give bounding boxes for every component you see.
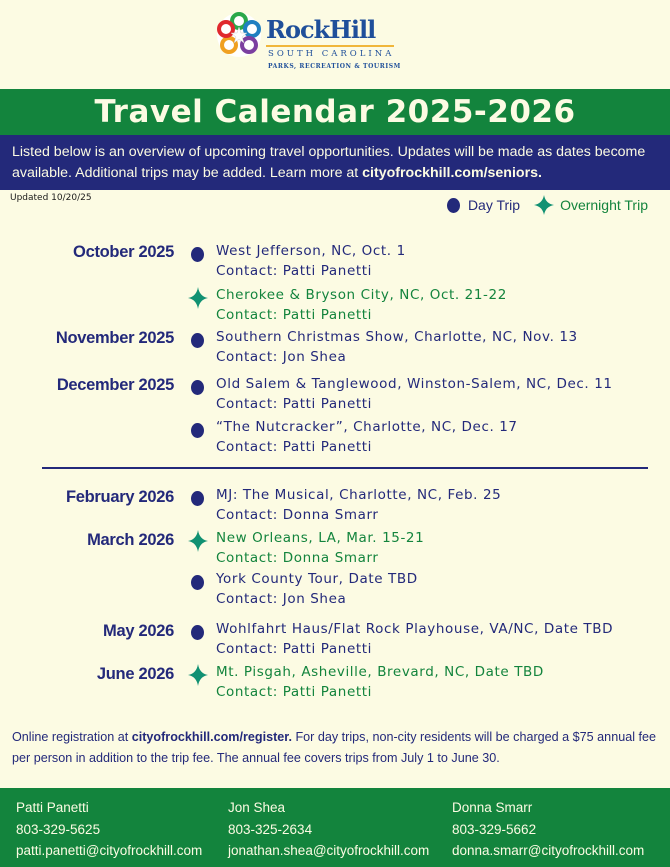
contact-jon: [228, 797, 429, 862]
contact-email[interactable]: patti.panetti@cityofrockhill.com: [16, 843, 203, 858]
intro-period: .: [538, 165, 542, 181]
logo-underline: [266, 45, 394, 47]
contact-name: Jon Shea: [228, 800, 286, 815]
trip-title: Wohlfahrt Haus/Flat Rock Playhouse, VA/NC, Date TBD: [216, 621, 614, 637]
trip-contact: Contact: Jon Shea: [216, 348, 347, 365]
legend-overnight-trip: Overnight Trip: [560, 197, 648, 213]
intro-banner: [0, 135, 670, 190]
legend-day-trip: Day Trip: [467, 197, 521, 213]
intro-text: Listed below is an overview of upcoming travel opportunities. Updates will be made as dates become available. Additional trips may be added. Learn more at: [12, 144, 646, 181]
title-banner: [0, 89, 670, 135]
trip-contact: Contact: Donna Smarr: [216, 506, 379, 523]
day-trip-dot-icon: [447, 198, 460, 213]
overnight-star-icon: [188, 664, 208, 686]
trip-contact: Contact: Patti Panetti: [216, 306, 373, 323]
note-prefix: Online registration at: [12, 730, 132, 744]
trip-item: [216, 663, 544, 702]
trip-item: [216, 286, 507, 325]
trip-title: Old Salem & Tanglewood, Winston-Salem, NC, Dec. 11: [216, 376, 613, 392]
trip-contact: Contact: Jon Shea: [216, 590, 347, 607]
trip-title: MJ: The Musical, Charlotte, NC, Feb. 25: [216, 487, 502, 503]
trip-item: [216, 570, 418, 609]
day-trip-dot-icon: [191, 247, 204, 262]
trip-item: [216, 242, 406, 281]
month-label: May 2026: [103, 622, 174, 640]
register-link[interactable]: cityofrockhill.com/register.: [131, 730, 292, 744]
trip-title: New Orleans, LA, Mar. 15-21: [216, 530, 425, 546]
note-text: For day trips, non-city residents will be charged a $75 annual fee per person in addition to the trip fee. The annual fee covers trips from July 1 to June 30.: [12, 730, 657, 765]
trip-title: York County Tour, Date TBD: [216, 571, 418, 587]
day-trip-dot-icon: [191, 423, 204, 438]
trip-title: Cherokee & Bryson City, NC, Oct. 21-22: [216, 287, 507, 303]
day-trip-dot-icon: [191, 575, 204, 590]
month-label: October 2025: [73, 243, 174, 261]
month-label: June 2026: [96, 665, 174, 683]
contact-phone[interactable]: 803-329-5662: [452, 821, 537, 837]
contact-donna: [452, 797, 644, 862]
trip-title: “The Nutcracker”, Charlotte, NC, Dec. 17: [216, 419, 518, 435]
logo-department: PARKS, RECREATION & TOURISM: [268, 63, 401, 70]
trip-item: [216, 375, 613, 414]
day-trip-dot-icon: [191, 625, 204, 640]
section-divider: [42, 467, 648, 469]
contact-email[interactable]: donna.smarr@cityofrockhill.com: [452, 843, 645, 858]
trip-contact: Contact: Donna Smarr: [216, 549, 379, 566]
contact-email[interactable]: jonathan.shea@cityofrockhill.com: [228, 843, 430, 858]
trip-item: [216, 486, 501, 525]
month-label: November 2025: [55, 329, 174, 347]
trip-item: [216, 418, 518, 457]
contact-patti: [16, 797, 202, 862]
contact-phone[interactable]: 803-329-5625: [16, 821, 101, 837]
trip-contact: Contact: Patti Panetti: [216, 438, 373, 455]
trip-contact: Contact: Patti Panetti: [216, 395, 373, 412]
day-trip-dot-icon: [191, 491, 204, 506]
overnight-star-icon: [188, 530, 208, 552]
trip-item: [216, 529, 424, 568]
trip-item: [216, 620, 613, 659]
rock-hill-logo: [216, 12, 406, 74]
pinwheel-logo-icon: [216, 12, 262, 58]
month-label: March 2026: [87, 531, 174, 549]
registration-note: [12, 727, 662, 769]
trip-contact: Contact: Patti Panetti: [216, 683, 373, 700]
logo-state: SOUTH CAROLINA: [268, 49, 395, 59]
contact-name: Donna Smarr: [452, 800, 533, 815]
trip-contact: Contact: Patti Panetti: [216, 640, 373, 657]
day-trip-dot-icon: [191, 380, 204, 395]
legend: [447, 195, 648, 215]
page-title: Travel Calendar 2025-2026: [94, 94, 576, 130]
day-trip-dot-icon: [191, 333, 204, 348]
seniors-link[interactable]: cityofrockhill.com/seniors: [362, 165, 538, 181]
overnight-star-icon: [188, 287, 208, 309]
trip-title: West Jefferson, NC, Oct. 1: [216, 243, 406, 259]
month-label: December 2025: [56, 376, 174, 394]
trip-contact: Contact: Patti Panetti: [216, 262, 373, 279]
contact-name: Patti Panetti: [16, 800, 89, 815]
contact-phone[interactable]: 803-325-2634: [228, 821, 313, 837]
trip-title: Mt. Pisgah, Asheville, Brevard, NC, Date TBD: [216, 664, 544, 680]
trip-item: [216, 328, 578, 367]
overnight-star-icon: [534, 195, 554, 215]
month-label: February 2026: [66, 488, 174, 506]
trip-title: Southern Christmas Show, Charlotte, NC, Nov. 13: [216, 329, 578, 345]
contact-footer: [0, 788, 670, 867]
updated-date: Updated 10/20/25: [10, 193, 92, 203]
logo-name: RockHill: [266, 15, 376, 44]
